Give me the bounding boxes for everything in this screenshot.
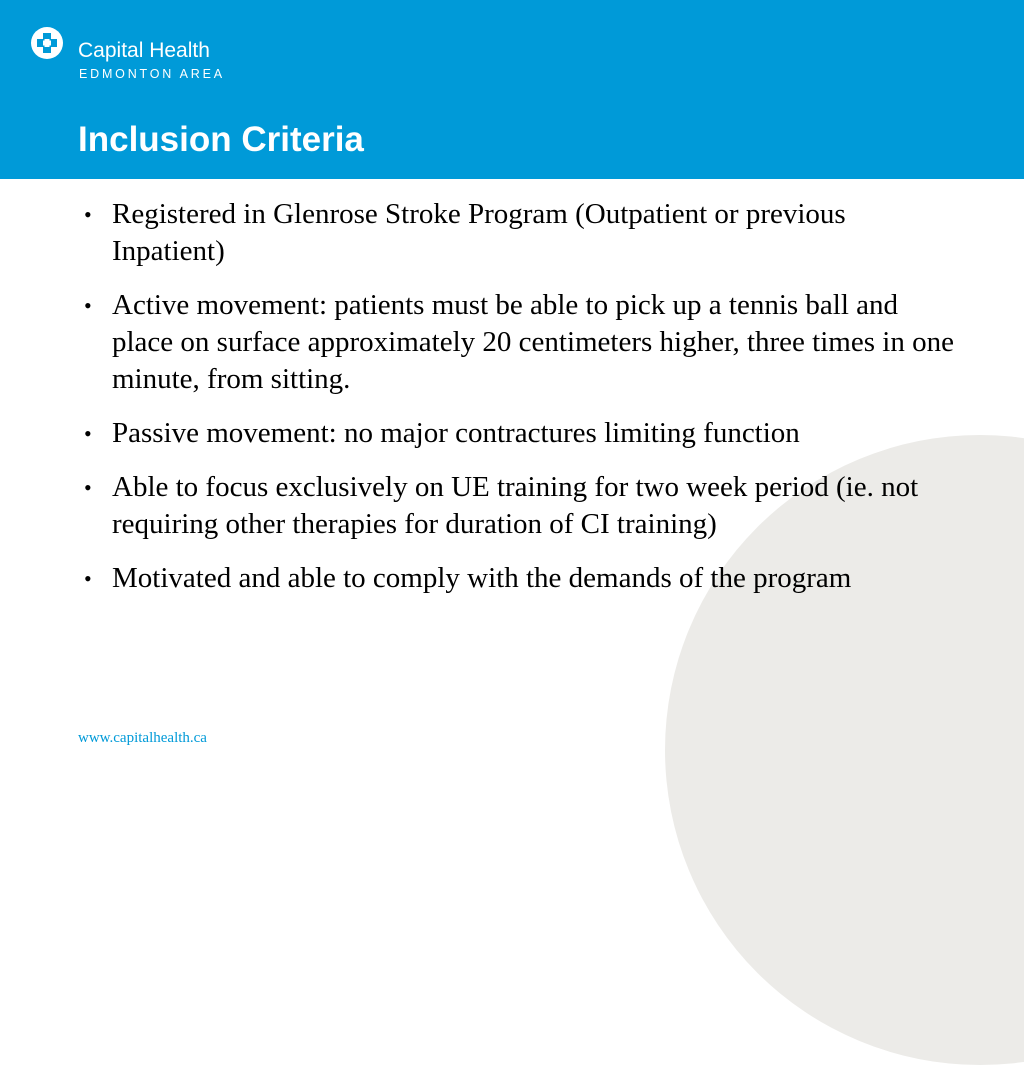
bullet-icon: • bbox=[84, 566, 92, 591]
criteria-item bbox=[84, 415, 964, 452]
criteria-item bbox=[84, 560, 964, 597]
criteria-text: Motivated and able to comply with the demands of the program bbox=[112, 562, 852, 594]
logo-name: Capital Health bbox=[78, 39, 210, 62]
bullet-icon: • bbox=[84, 202, 92, 227]
bullet-icon: • bbox=[84, 293, 92, 318]
criteria-text: Able to focus exclusively on UE training for two week period (ie. not requiring other therapies for duration of CI training) bbox=[112, 471, 919, 540]
criteria-text: Active movement: patients must be able to pick up a tennis ball and place on surface approximately 20 centimeters higher, three times in one minute, from sitting. bbox=[112, 289, 954, 395]
capital-health-cross-icon bbox=[30, 26, 64, 60]
criteria-item bbox=[84, 287, 964, 398]
bullet-icon: • bbox=[84, 475, 92, 500]
header-banner bbox=[0, 0, 1024, 179]
criteria-item bbox=[84, 469, 964, 543]
footer-website-link[interactable]: www.capitalhealth.ca bbox=[78, 730, 207, 746]
criteria-list bbox=[84, 196, 964, 614]
logo-subtitle: EDMONTON AREA bbox=[79, 67, 225, 81]
bullet-icon: • bbox=[84, 421, 92, 446]
criteria-text: Passive movement: no major contractures limiting function bbox=[112, 417, 800, 449]
slide-title: Inclusion Criteria bbox=[78, 120, 364, 159]
criteria-item bbox=[84, 196, 964, 270]
capital-health-logo bbox=[30, 26, 250, 86]
criteria-text: Registered in Glenrose Stroke Program (Outpatient or previous Inpatient) bbox=[112, 198, 846, 267]
